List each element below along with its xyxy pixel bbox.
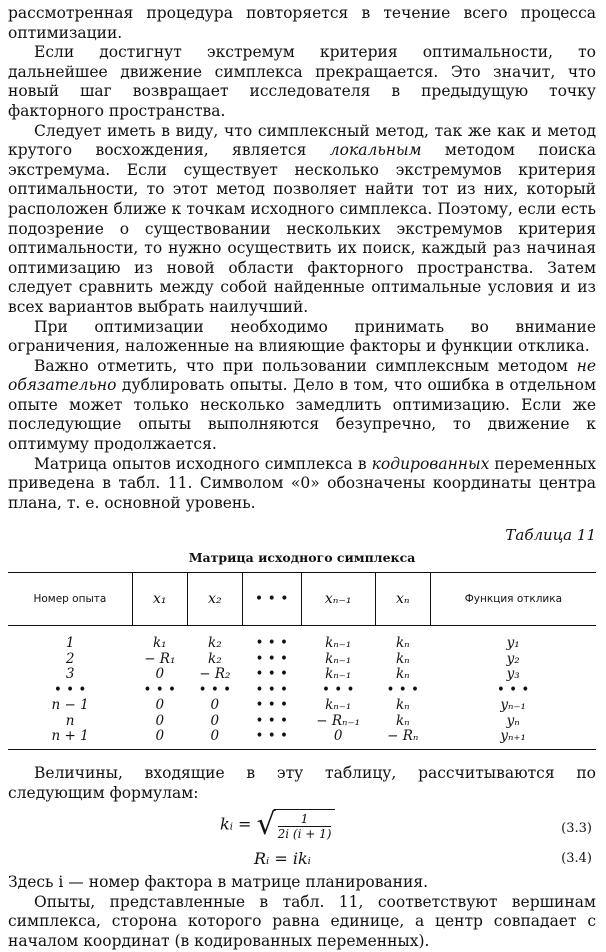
formula-k-lhs: kᵢ = (220, 814, 252, 834)
paragraph-5: Важно отметить, что при пользовании симплексным методом не обязательно дублировать опыты. Дело в том, что ошибка в отдельном опыте может только несколько замедлить оптимизацию. Если же последующие опыты выполняются безупречно, то движение к оптимуму продолжается. (8, 356, 596, 454)
formula-k-denominator: 2i (i + 1) (277, 827, 332, 842)
table-cell: kₙ₋₁ (325, 650, 352, 667)
table-body (8, 626, 596, 750)
table-cell: kₙ (395, 712, 410, 729)
formula-3-3 (8, 809, 596, 849)
equation-number-3-4: (3.4) (561, 851, 592, 867)
closing-paragraph-2: Опыты, представленные в табл. 11, соответствуют вершинам симплекса, сторона которого равна единице, а центр совпадает с началом координат (в кодированных переменных). (8, 892, 596, 950)
table-cell: − Rₙ₋₁ (316, 712, 361, 729)
table-header-2: x₁ (132, 573, 187, 626)
table-header-7: Функция отклика (430, 573, 596, 626)
table-row (8, 626, 596, 652)
table-cell: y₃ (506, 666, 520, 683)
table-cell: • • • (143, 681, 177, 698)
table-cell: • • • (255, 635, 288, 652)
closing-text (8, 873, 596, 951)
table-cell: − Rₙ (375, 729, 430, 749)
table-row (8, 698, 596, 714)
table-cell: 1 (65, 635, 75, 652)
paragraph-1: рассмотренная процедура повторяется в течение всего процесса оптимизации. (8, 4, 596, 42)
table-cell: yₙ₊₁ (430, 729, 596, 749)
table-row (8, 683, 596, 699)
table-cell: kₙ₋₁ (325, 697, 352, 714)
table-cell: kₙ (395, 635, 410, 652)
table-cell: − R₁ (144, 650, 176, 667)
table-cell: k₂ (208, 635, 222, 652)
table-header-1: Номер опыта (8, 573, 132, 626)
table-cell: • • • (321, 681, 355, 698)
simplex-matrix-table (8, 572, 596, 750)
table-cell: • • • (53, 681, 87, 698)
table-cell: • • • (496, 681, 530, 698)
table-cell: kₙ₋₁ (325, 666, 352, 683)
table-cell: kₙ (395, 697, 410, 714)
formula-intro: Величины, входящие в эту таблицу, рассчитываются по следующим формулам: (8, 763, 596, 802)
table-row (8, 652, 596, 668)
table-cell: kₙ (395, 650, 410, 667)
table-header-row (8, 573, 596, 626)
body-text (8, 4, 596, 513)
table-header-5: xₙ₋₁ (301, 573, 375, 626)
table-cell: 0 (210, 712, 220, 729)
sqrt-icon: √ (256, 807, 276, 843)
table-row (8, 714, 596, 730)
table-cell: kₙ (395, 666, 410, 683)
table-cell: 0 (187, 729, 242, 749)
table-cell: y₂ (506, 650, 520, 667)
table-cell: • • • (255, 650, 288, 667)
table-cell: k₂ (208, 650, 222, 667)
table-cell: 0 (155, 712, 165, 729)
formula-k-fraction (274, 809, 336, 841)
table-header-3: x₂ (187, 573, 242, 626)
table-cell: • • • (255, 712, 288, 729)
table-cell: • • • (198, 681, 232, 698)
table-cell: 0 (210, 697, 220, 714)
table-cell: yₙ (506, 712, 520, 729)
page (8, 4, 596, 952)
table-cell: − R₂ (199, 666, 231, 683)
closing-paragraph-1: Здесь i — номер фактора в матрице планирования. (8, 873, 429, 892)
table-header-6: xₙ (375, 573, 430, 626)
formula-k (220, 809, 335, 841)
table-cell: n + 1 (8, 729, 132, 749)
table-cell: y₁ (506, 635, 520, 652)
table-title: Матрица исходного симплекса (188, 550, 416, 566)
paragraph-6: Матрица опытов исходного симплекса в кодированных переменных приведена в табл. 11. Символом «0» обозначены координаты центра плана, т. е. основной уровень. (8, 454, 596, 512)
table-cell: • • • (255, 681, 288, 698)
paragraph-2: Если достигнут экстремум критерия оптимальности, то дальнейшее движение симплекса прекращается. Это значит, что новый шаг возвращает исследователя в предыдущую точку факторного пространства. (8, 43, 596, 120)
paragraph-4: При оптимизации необходимо принимать во внимание ограничения, наложенные на влияющие факторы и функции отклика. (8, 317, 596, 356)
table-cell: • • • (255, 666, 288, 683)
table-cell: 0 (155, 697, 165, 714)
table-cell: n − 1 (51, 697, 89, 714)
formula-r: Rᵢ = ikᵢ (254, 849, 311, 869)
table-row (8, 667, 596, 683)
table-cell: 2 (65, 650, 75, 667)
table-cell: n (65, 712, 75, 729)
table-cell: 0 (155, 666, 165, 683)
table-cell: • • • (255, 697, 288, 714)
table-cell: k₁ (152, 635, 167, 652)
table-cell: 3 (65, 666, 75, 683)
table-cell: • • • (242, 729, 301, 749)
table-header-4: • • • (242, 573, 301, 626)
paragraph-3: Следует иметь в виду, что симплексный метод, так же как и метод крутого восхождения, является локальным методом поиска экстремума. Если существует несколько экстремумов критерия оптимальности, то этот метод позволяет найти тот из них, который расположен ближе к точкам исходного симплекса. Поэтому, если есть подозрение о существовании нескольких экстремумов критерия оптимальности, то нужно осуществить их поиск, каждый раз начиная оптимизацию из новой области факторного пространства. Затем следует сравнить между собой найденные оптимальные условия и из всех вариантов выбрать наилучший. (8, 121, 596, 316)
table-cell: 0 (132, 729, 187, 749)
table-row (8, 729, 596, 749)
table-cell: kₙ₋₁ (325, 635, 352, 652)
table-cell: 0 (301, 729, 375, 749)
table-cell: yₙ₋₁ (500, 697, 526, 714)
table-caption: Таблица 11 (505, 526, 596, 545)
formula-3-4 (8, 849, 596, 873)
equation-number-3-3: (3.3) (561, 821, 592, 837)
table-cell: • • • (386, 681, 420, 698)
formula-k-numerator: 1 (278, 812, 332, 827)
